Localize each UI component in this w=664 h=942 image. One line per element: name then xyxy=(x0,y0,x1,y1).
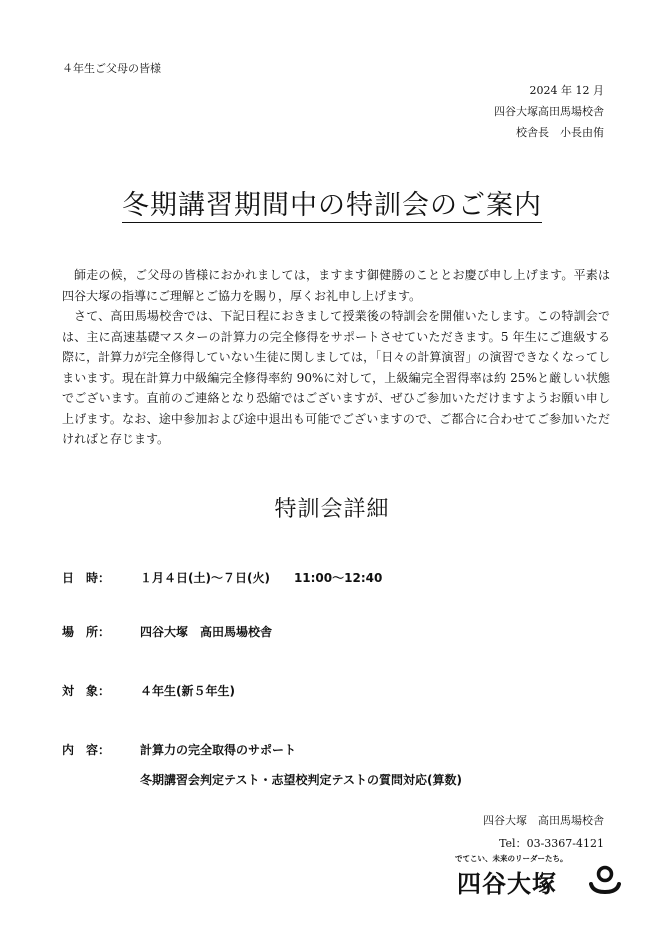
logo-wordmark: 四谷大塚 xyxy=(457,870,557,898)
yotsuya-otsuka-logo xyxy=(455,853,625,897)
date-value: １月４日(土)～７日(火) 11:00～12:40 xyxy=(140,571,383,585)
detail-row-content xyxy=(62,741,296,758)
document-title xyxy=(0,183,664,222)
footer-school: 四谷大塚 高田馬場校舎 xyxy=(483,814,604,827)
detail-row-place xyxy=(62,623,272,640)
body-paragraph-2: さて、高田馬場校舎では、下記日程におきまして授業後の特訓会を開催いたします。この特訓会では、主に高速基礎マスターの計算力の完全修得をサポートさせていただきます。5 年生にご進級する際に，計算力が完全修得していない生徒に関しましては，「日々の計算演習」の演習できなくなってしまいます。現在計算力中級編完全修得率約 90%に対して，上級編完全習得率は約 25%と厳しい状態でございます。直前のご連絡となり恐縮ではございますが、ぜひご参加いただけますようお願い申し上げます。なお、途中参加および途中退出も可能でございますので、ご都合に合わせてご参加いただければと存じます。 xyxy=(62,309,610,446)
footer-tel: Tel：03-3367-4121 xyxy=(499,837,604,850)
body-text xyxy=(62,265,610,450)
sender-principal: 校舎長 小長由侑 xyxy=(516,126,604,139)
details-heading: 特訓会詳細 xyxy=(274,497,390,522)
date-label: 日 時： xyxy=(62,571,111,585)
detail-row-date xyxy=(62,569,382,586)
logo-mark-icon xyxy=(589,865,621,895)
content-value-1: 計算力の完全取得のサポート xyxy=(140,743,297,757)
target-label: 対 象： xyxy=(62,684,111,698)
target-value: ４年生(新５年生) xyxy=(140,684,235,698)
sender-school: 四谷大塚高田馬場校舎 xyxy=(494,105,604,118)
content-label: 内 容： xyxy=(62,743,111,757)
place-label: 場 所： xyxy=(62,625,111,639)
addressee: ４年生ご父母の皆様 xyxy=(62,62,161,75)
logo-tagline: でてこい、未来のリーダーたち。 xyxy=(455,854,568,863)
body-paragraph-1: 師走の候，ご父母の皆様におかれましては，ますます御健勝のこととお慶び申し上げます。平素は四谷大塚の指導にご理解とご協力を賜り，厚くお礼申し上げます。 xyxy=(62,268,610,303)
content-value-2: 冬期講習会判定テスト・志望校判定テストの質問対応(算数) xyxy=(140,773,463,787)
place-value: 四谷大塚 高田馬場校舎 xyxy=(140,625,273,639)
issue-date: 2024 年 12 月 xyxy=(529,84,604,97)
detail-row-target xyxy=(62,682,235,699)
document-title-text: 冬期講習期間中の特訓会のご案内 xyxy=(122,190,542,221)
